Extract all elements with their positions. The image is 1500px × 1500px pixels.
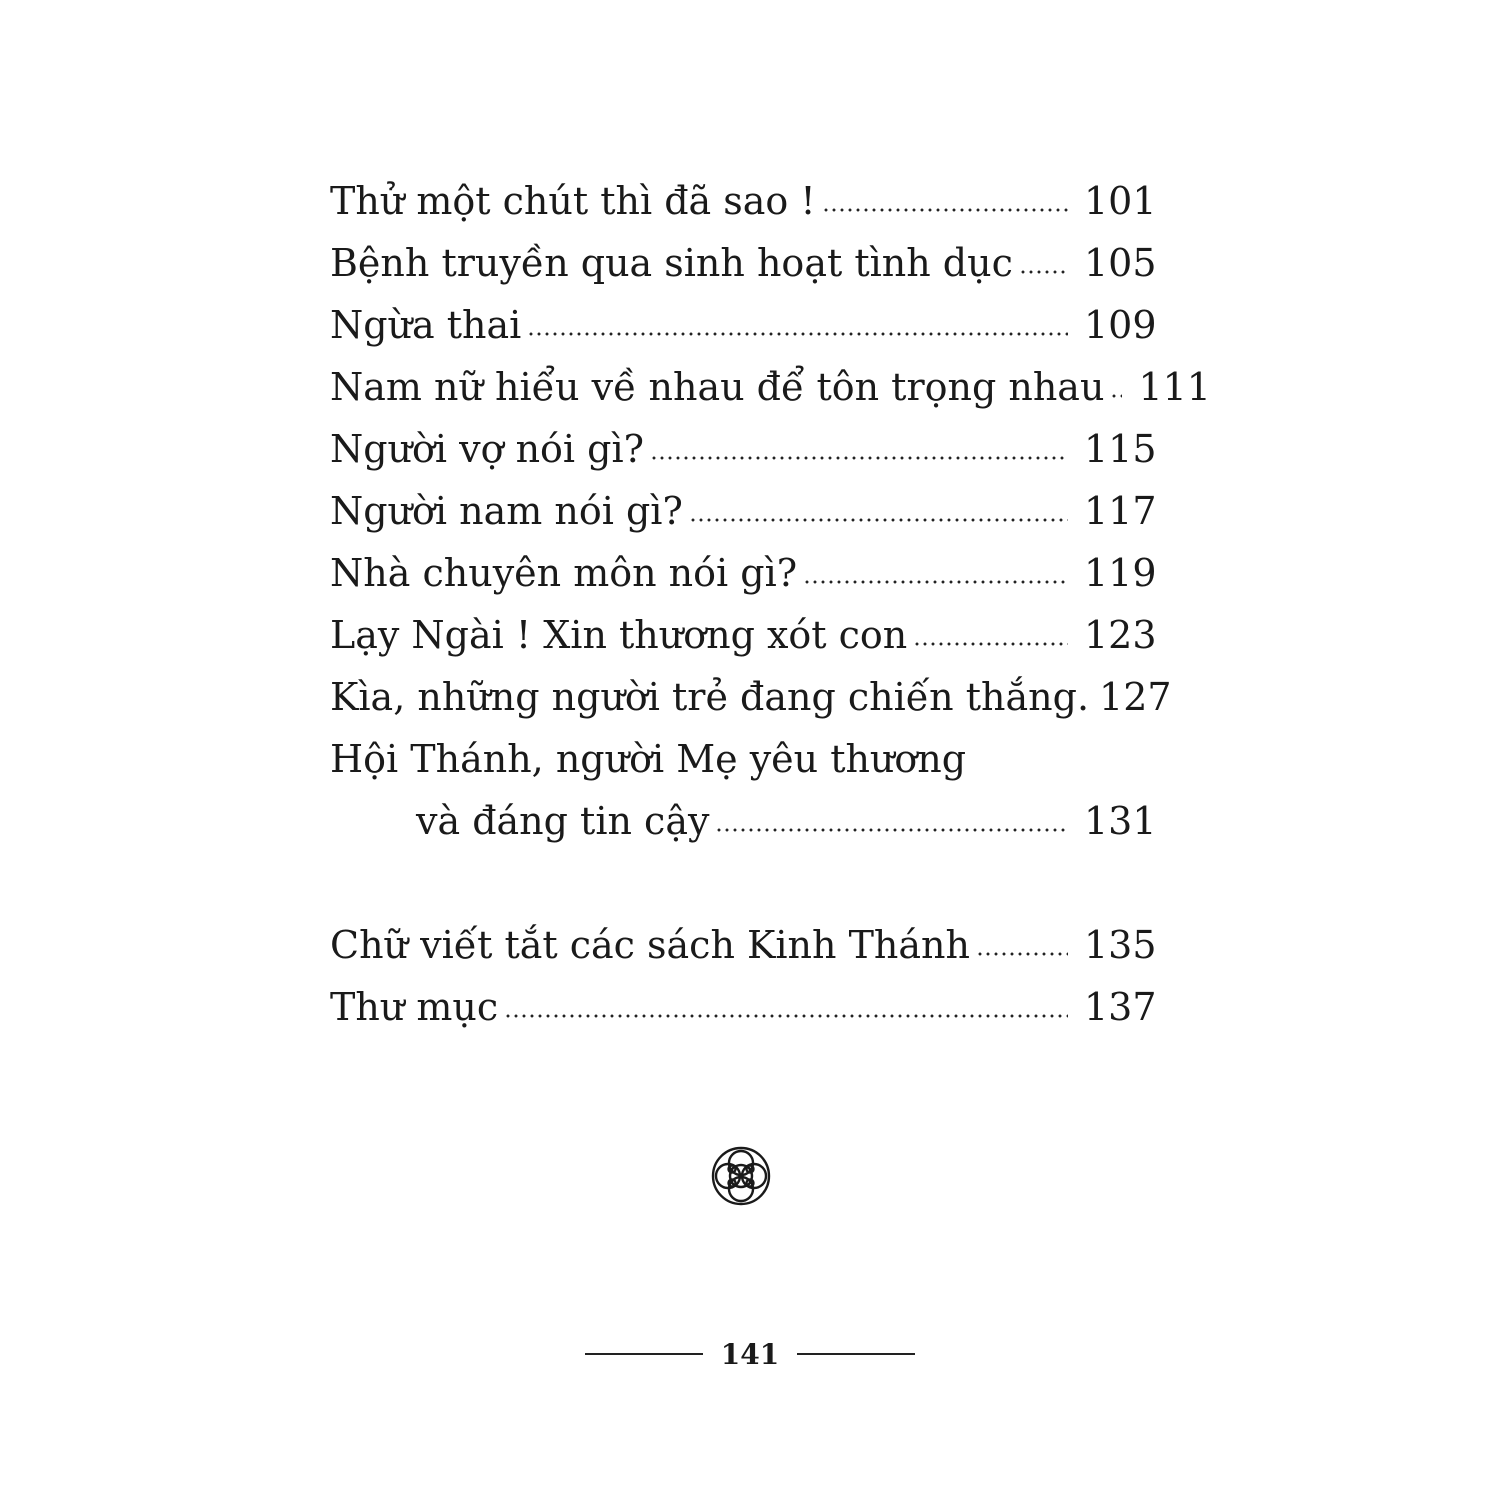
toc-entry-page: 117 (1084, 489, 1157, 533)
table-of-contents (330, 170, 1211, 1038)
toc-entry[interactable] (330, 294, 1157, 356)
dot-leader (1110, 393, 1122, 399)
dot-leader (913, 641, 1068, 647)
toc-entry-title: Bệnh truyền qua sinh hoạt tình dục (330, 241, 1013, 285)
dot-leader (822, 207, 1068, 213)
toc-entry-title: Nam nữ hiểu về nhau để tôn trọng nhau (330, 365, 1105, 409)
toc-entry-title: và đáng tin cậy (416, 799, 710, 843)
toc-entry-title: Nhà chuyên môn nói gì? (330, 551, 798, 595)
toc-appendix-entry[interactable] (330, 976, 1157, 1038)
toc-entry[interactable] (330, 232, 1157, 294)
dot-leader (803, 579, 1068, 585)
toc-entry-page: 123 (1084, 613, 1157, 657)
toc-entry-page: 119 (1084, 551, 1157, 595)
floral-knot-ornament-icon (710, 1145, 772, 1207)
toc-entry-page: 131 (1084, 799, 1157, 843)
dot-leader (689, 517, 1068, 523)
toc-entry-title: Kìa, những người trẻ đang chiến thắng. (330, 675, 1090, 719)
dot-leader (504, 1013, 1068, 1019)
toc-entry-page: 135 (1084, 923, 1157, 967)
toc-entry-page: 111 (1138, 365, 1211, 409)
dot-leader (527, 331, 1068, 337)
footer-rule-right (797, 1353, 915, 1355)
dot-leader (1019, 269, 1068, 275)
toc-entry-title: Người vợ nói gì? (330, 427, 645, 471)
toc-entry-page: 105 (1084, 241, 1157, 285)
toc-entry-page: 127 (1099, 675, 1172, 719)
footer-rule-left (585, 1353, 703, 1355)
toc-entry-continued-title[interactable] (330, 728, 1148, 790)
toc-entry-page: 101 (1084, 179, 1157, 223)
toc-entry-page: 109 (1084, 303, 1157, 347)
toc-entry-title: Ngừa thai (330, 303, 522, 347)
toc-entry[interactable] (330, 604, 1157, 666)
dot-leader (976, 951, 1068, 957)
toc-entry-title: Thử một chút thì đã sao ! (330, 179, 816, 223)
toc-entry-title: Chữ viết tắt các sách Kinh Thánh (330, 923, 971, 967)
page-number: 141 (720, 1337, 780, 1371)
toc-entry-title: Người nam nói gì? (330, 489, 683, 533)
toc-entry[interactable] (330, 666, 1172, 728)
toc-entry[interactable] (330, 542, 1157, 604)
toc-appendix-entry[interactable] (330, 914, 1157, 976)
toc-entry-page: 115 (1084, 427, 1157, 471)
toc-entry-title: Hội Thánh, người Mẹ yêu thương (330, 737, 967, 781)
toc-entry[interactable] (330, 356, 1211, 418)
page-footer (0, 1330, 1500, 1378)
toc-entry-title: Thư mục (330, 985, 499, 1029)
toc-entry-page: 137 (1084, 985, 1157, 1029)
toc-entry[interactable] (330, 170, 1157, 232)
toc-entry[interactable] (330, 480, 1157, 542)
toc-entry[interactable] (330, 790, 1157, 852)
toc-entry[interactable] (330, 418, 1157, 480)
dot-leader (715, 827, 1068, 833)
toc-entry-title: Lạy Ngài ! Xin thương xót con (330, 613, 908, 657)
dot-leader (650, 455, 1068, 461)
